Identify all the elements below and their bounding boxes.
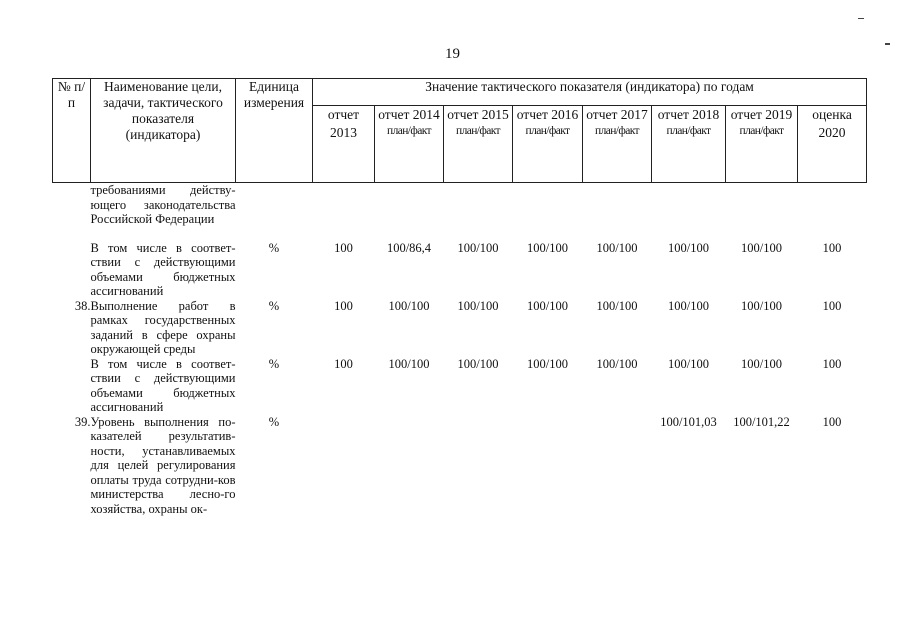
indicator-table	[52, 78, 867, 516]
row-name: В том числе в соответ-ствии с действующими объемами бюджетных ассигнований	[90, 356, 236, 414]
header-year-2018: отчет 2018 план/факт	[652, 106, 726, 183]
row-name: В том числе в соответ-ствии с действующими объемами бюджетных ассигнований	[90, 240, 236, 298]
value-2019: 100/100	[741, 240, 782, 255]
value-2018	[652, 183, 726, 241]
row-name: Выполнение работ в рамках государственных заданий в сфере охраны окружающей среды	[90, 298, 236, 356]
edge-mark-top-right	[858, 18, 864, 19]
value-2019: 100/101,22	[733, 414, 790, 429]
value-2016: 100/100	[527, 240, 568, 255]
row-name: требованиями действу-ющего законодательства Российской Федерации	[90, 183, 236, 226]
row-unit: %	[268, 298, 280, 313]
table-row	[53, 415, 867, 517]
header-year-2016: отчет 2016 план/факт	[513, 106, 583, 183]
header-year-2017: отчет 2017 план/факт	[583, 106, 652, 183]
value-2018: 100/101,03	[660, 414, 717, 429]
value-2014	[375, 415, 444, 517]
value-2016: 100/100	[527, 298, 568, 313]
value-2015	[444, 415, 513, 517]
value-2015: 100/100	[457, 356, 499, 371]
value-2013: 100	[334, 356, 353, 371]
value-2019: 100/100	[741, 356, 782, 371]
row-num	[53, 183, 91, 241]
value-2014: 100/100	[388, 298, 430, 313]
value-2013	[313, 415, 375, 517]
value-2016	[513, 183, 583, 241]
value-2020: 100	[822, 414, 842, 429]
header-year-2013: отчет 2013	[313, 106, 375, 183]
value-2020	[798, 183, 867, 241]
value-2015: 100/100	[457, 298, 499, 313]
value-2020: 100	[822, 240, 842, 255]
row-num	[53, 241, 91, 299]
row-unit: %	[268, 240, 280, 255]
value-2018: 100/100	[668, 240, 709, 255]
value-2014: 100/100	[388, 356, 430, 371]
table-row	[53, 357, 867, 415]
value-2017	[583, 183, 652, 241]
header-year-2019: отчет 2019 план/факт	[726, 106, 798, 183]
header-unit: Единица измерения	[236, 79, 313, 183]
row-num: 39.	[74, 414, 91, 429]
value-2015: 100/100	[457, 240, 499, 255]
value-2016	[513, 415, 583, 517]
header-year-2020: оценка 2020	[798, 106, 867, 183]
value-2018: 100/100	[668, 356, 709, 371]
table-row	[53, 299, 867, 357]
header-year-2015: отчет 2015 план/факт	[444, 106, 513, 183]
row-num: 38.	[74, 298, 91, 313]
value-2017: 100/100	[596, 240, 638, 255]
row-name: Уровень выполнения по-казателей результатив-ности, устанавливаемых для целей регулирования оплаты труда сотрудни-ков министерства лесно-го хозяйства, охраны ок-	[90, 414, 236, 516]
header-year-2014: отчет 2014 план/факт	[375, 106, 444, 183]
row-unit: %	[268, 414, 280, 429]
value-2019	[726, 183, 798, 241]
value-2020: 100	[822, 298, 842, 313]
table-row	[53, 183, 867, 241]
row-unit: %	[268, 356, 280, 371]
header-name: Наименование цели, задачи, тактического показателя (индикатора)	[91, 79, 236, 183]
value-2017: 100/100	[596, 298, 638, 313]
value-2014: 100/86,4	[386, 240, 432, 255]
row-num	[53, 357, 91, 415]
value-2018: 100/100	[668, 298, 709, 313]
value-2017: 100/100	[596, 356, 638, 371]
value-2016: 100/100	[527, 356, 568, 371]
value-2013	[313, 183, 375, 241]
value-2013: 100	[334, 298, 353, 313]
value-2015	[444, 183, 513, 241]
value-2017	[583, 415, 652, 517]
row-unit	[236, 183, 313, 241]
value-2019: 100/100	[741, 298, 782, 313]
value-2020: 100	[822, 356, 842, 371]
page-number: 19	[445, 46, 460, 62]
header-row-1	[53, 79, 867, 106]
edge-mark-right	[885, 43, 890, 45]
header-num: № п/п	[53, 79, 91, 183]
value-2014	[375, 183, 444, 241]
table-row	[53, 241, 867, 299]
value-2013: 100	[334, 240, 353, 255]
header-values-group: Значение тактического показателя (индикатора) по годам	[313, 79, 867, 106]
